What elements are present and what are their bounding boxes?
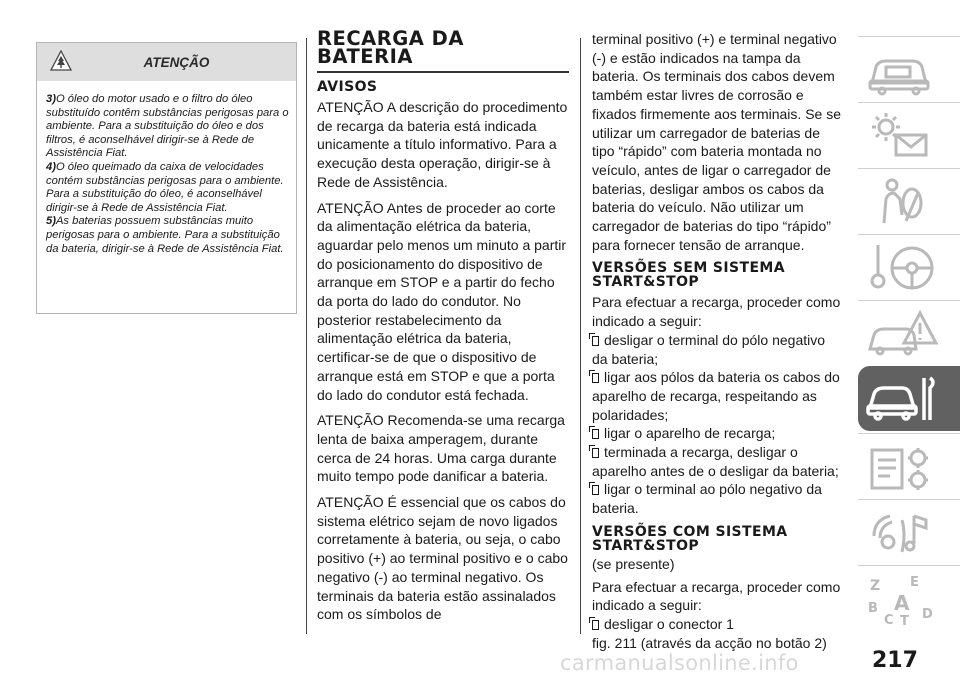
tab-dashboard[interactable]: [858, 36, 960, 100]
checkbox-bullet-icon: [592, 620, 599, 630]
warning-title: ATENÇÃO: [143, 55, 210, 70]
heading-line: VERSÕES COM SISTEMA: [592, 523, 788, 540]
safety-airbag-icon: [866, 175, 938, 229]
heading-line: BATERIA: [317, 45, 413, 68]
subheading-avisos: AVISOS: [317, 79, 378, 95]
list-item: [592, 331, 844, 368]
tab-multimedia[interactable]: [858, 499, 960, 563]
checkbox-bullet-icon: [592, 336, 599, 346]
step-text: ligar aos pólos da bateria os cabos do aparelho de recarga, respeitando as polaridades;: [592, 369, 840, 423]
step-text: ligar o terminal ao pólo negativo da bateria.: [592, 481, 822, 517]
step-text: desligar o conector 1: [604, 615, 734, 632]
warning-note: [46, 161, 289, 215]
tab-warning-lights[interactable]: [858, 102, 960, 166]
note-text: As baterias possuem substâncias muito perigosas para o ambiente. Para a substituição da bateria, dirigir-se à Rede de Assistência Fiat.: [46, 215, 284, 255]
tab-emergency[interactable]: [858, 300, 960, 364]
svg-text:T: T: [900, 614, 909, 626]
note-number: 3): [46, 93, 56, 105]
tab-safety[interactable]: [858, 168, 960, 232]
page-number: 217: [872, 648, 918, 673]
paragraph: Para efectuar a recarga, proceder como indicado a seguir:: [592, 578, 841, 614]
paragraph: terminal positivo (+) e terminal negativo (-) e estão indicados na tampa da bateria. Os terminais dos cabos devem também estar livres de corrosão e fixados firmemente aos terminais. Se se utilizar um carregador de baterias de tipo “rápido” com bateria montada no veículo, antes de ligar o carregador de baterias, desligar ambos os cabos da bateria do veículo. Não utilizar um carregador de baterias do tipo “rápido” para fornecer tensão de arranque.: [592, 31, 841, 253]
tab-technical-data[interactable]: [858, 433, 960, 497]
watermark: carmanualsonline.info: [560, 651, 799, 675]
step-text: ligar o aparelho de recarga;: [604, 425, 776, 442]
svg-text:C: C: [884, 613, 894, 626]
alphabetical-index-icon: [866, 572, 938, 626]
section-heading-com-start-stop: [592, 525, 844, 553]
checkbox-bullet-icon: [592, 429, 599, 439]
right-column: [592, 30, 844, 652]
tab-starting-driving[interactable]: [858, 234, 960, 298]
svg-text:A: A: [894, 591, 910, 615]
warning-box: [36, 42, 297, 314]
checkbox-bullet-icon: [592, 373, 599, 383]
note-se-presente: (se presente): [592, 555, 675, 572]
column-divider: [306, 38, 307, 634]
note-text: O óleo queimado da caixa de velocidades contém substâncias perigosas para o ambiente. Para a substituição do óleo, é aconselhável dirigir-se à Rede de Assistência Fiat.: [46, 160, 284, 214]
multimedia-icon: [866, 506, 938, 560]
figure-reference: fig. 211 (através da acção no botão 2): [592, 634, 827, 651]
tab-maintenance-care[interactable]: [858, 366, 960, 431]
warning-note: [46, 93, 289, 161]
heading-line: VERSÕES SEM SISTEMA: [592, 260, 785, 277]
note-number: 4): [46, 160, 56, 173]
svg-text:E: E: [910, 575, 919, 590]
paragraph: Para efectuar a recarga, proceder como indicado a seguir:: [592, 294, 841, 330]
middle-column: [317, 27, 569, 624]
car-breakdown-icon: [866, 307, 938, 361]
heading-line: START&STOP: [592, 537, 700, 554]
svg-text:Z: Z: [870, 578, 881, 594]
heading-line: RECARGA DA: [317, 27, 464, 50]
section-heading: [317, 27, 569, 68]
tab-index[interactable]: [858, 565, 960, 629]
step-text: desligar o terminal do pólo negativo da bateria;: [592, 331, 826, 367]
svg-text:B: B: [868, 601, 878, 616]
list-item: [592, 480, 844, 517]
list-item: [592, 615, 844, 634]
paragraph: ATENÇÃO É essencial que os cabos do sistema elétrico sejam de novo ligados corretamente à bateria, ou seja, o cabo positivo (+) ao terminal positivo e o cabo negativo (-) ao terminal negativo. Os terminais da bateria estão assinalados com os símbolos de: [317, 494, 568, 623]
chapter-sidebar: [858, 36, 960, 631]
checkbox-bullet-icon: [592, 448, 599, 458]
list-item: [592, 424, 844, 443]
heading-rule: [317, 71, 569, 73]
key-steering-wheel-icon: [866, 241, 938, 295]
warning-note: [46, 215, 289, 256]
heading-line: START&STOP: [592, 274, 700, 291]
warning-header: [37, 43, 296, 81]
paragraph: ATENÇÃO A descrição do procedimento de recarga da bateria está indicada unicamente a título informativo. Para a execução desta operação, dirigir-se à Rede de Assistência.: [317, 99, 568, 190]
technical-data-icon: [866, 440, 938, 494]
car-dashboard-icon: [866, 43, 938, 97]
paragraph: ATENÇÃO Antes de proceder ao corte da alimentação elétrica da bateria, aguardar pelo menos um minuto a partir do posicionamento do dispositivo de arranque em STOP e a partir do fecho da porta do lado do condutor. No posterior restabelecimento da alimentação elétrica da bateria, certificar-se de que o dispositivo de arranque está em STOP e que a porta do lado do condutor está fechada.: [317, 199, 567, 403]
list-item: [592, 443, 844, 480]
note-number: 5): [46, 215, 56, 228]
svg-text:D: D: [922, 607, 933, 622]
note-text: O óleo do motor usado e o filtro do óleo substituído contêm substâncias perigosas para o ambiente. Para a substituição do óleo e dos filtros, é aconselhável dirigir-se à Rede de Assistência Fiat.: [46, 93, 289, 160]
paragraph: ATENÇÃO Recomenda-se uma recarga lenta de baixa amperagem, durante cerca de 24 horas. Uma carga durante muito tempo pode danificar a bateria.: [317, 412, 565, 485]
warning-lights-icon: [866, 109, 938, 163]
car-maintenance-icon: [866, 372, 938, 426]
step-text: terminada a recarga, desligar o aparelho antes de o desligar da bateria;: [592, 444, 839, 479]
column-divider: [580, 38, 581, 634]
checkbox-bullet-icon: [592, 485, 599, 495]
section-heading-sem-start-stop: [592, 261, 844, 289]
list-item: [592, 368, 844, 424]
warning-body: [37, 81, 296, 256]
